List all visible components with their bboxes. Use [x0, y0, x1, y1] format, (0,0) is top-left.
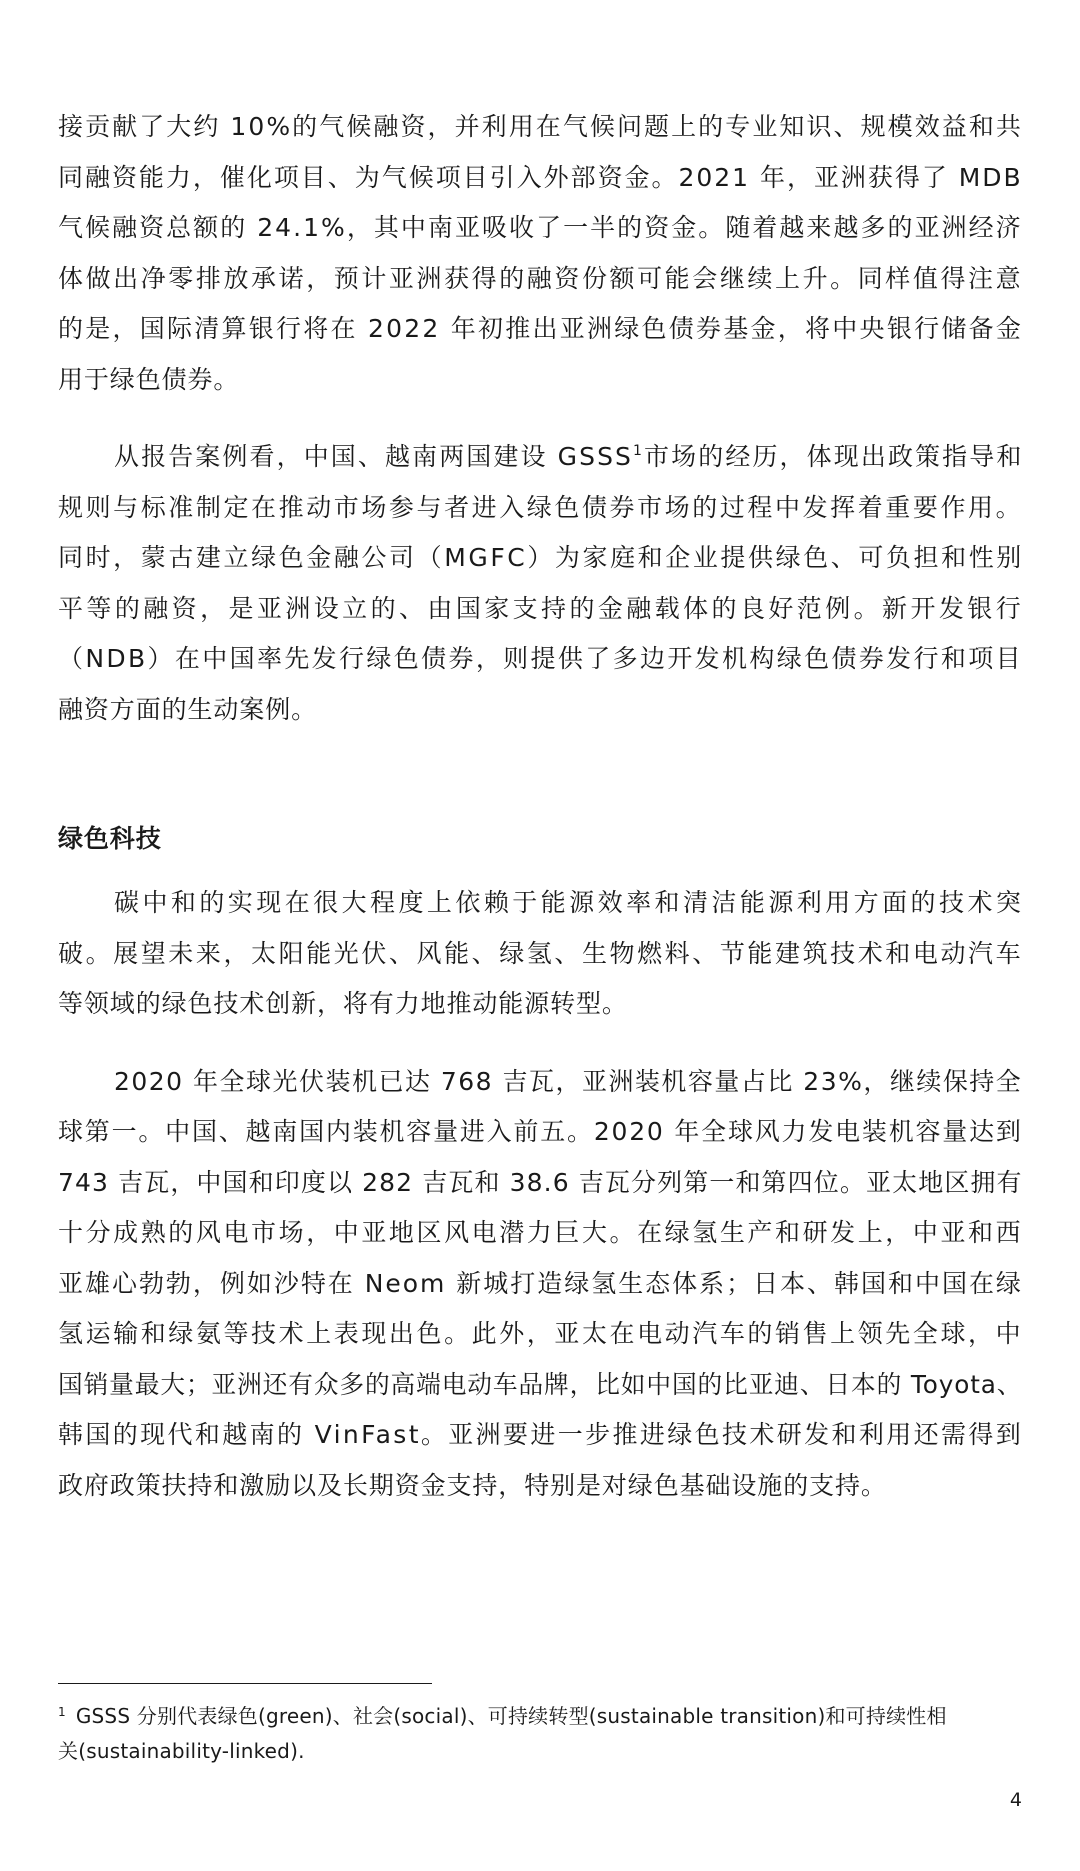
text-segment: 市场的经历，体现出政策指导和 [644, 442, 1024, 471]
footnote-divider [58, 1683, 432, 1684]
text-line: 同融资能力，催化项目、为气候项目引入外部资金。2021 年，亚洲获得了 MDB [58, 162, 1023, 192]
text-line: 用于绿色债券。 [58, 364, 240, 394]
paragraph-mdb-climate-finance [58, 102, 1022, 405]
footnote-text: GSSS 分别代表绿色(green)、社会(social)、可持续转型(sustainable transition)和可持续性相 [75, 1704, 947, 1728]
text-line: 国销量最大；亚洲还有众多的高端电动车品牌，比如中国的比亚迪、日本的 Toyota、 [58, 1369, 1023, 1399]
section-heading-green-tech: 绿色科技 [58, 824, 162, 853]
text-line: 氢运输和绿氨等技术上表现出色。此外，亚太在电动汽车的销售上领先全球，中 [58, 1319, 1024, 1348]
paragraph-carbon-neutrality [58, 878, 1025, 1030]
text-line: 的是，国际清算银行将在 2022 年初推出亚洲绿色债券基金，将中央银行储备金 [58, 314, 1024, 343]
text-line: 体做出净零排放承诺，预计亚洲获得的融资份额可能会继续上升。同样值得注意 [58, 263, 1024, 293]
text-line: （NDB）在中国率先发行绿色债券，则提供了多边开发机构绿色债券发行和项目 [58, 644, 1023, 673]
text-line: 政府政策扶持和激励以及长期资金支持，特别是对绿色基础设施的支持。 [58, 1470, 887, 1500]
paragraph-solar-wind-ev [58, 1057, 1022, 1512]
text-line: 规则与标准制定在推动市场参与者进入绿色债券市场的过程中发挥着重要作用。 [58, 492, 1024, 522]
footnote-marker: 1 [58, 1705, 66, 1719]
footnote-line [58, 1699, 1022, 1734]
text-line: 十分成熟的风电市场，中亚地区风电潜力巨大。在绿氢生产和研发上，中亚和西 [58, 1218, 1024, 1247]
text-line: 球第一。中国、越南国内装机容量进入前五。2020 年全球风力发电装机容量达到 [58, 1117, 1023, 1146]
footnote [58, 1699, 1022, 1769]
text-line: 同时，蒙古建立绿色金融公司（MGFC）为家庭和企业提供绿色、可负担和性别 [58, 543, 1024, 572]
footnote-reference[interactable]: 1 [633, 443, 645, 459]
text-line: 接贡献了大约 10%的气候融资，并利用在气候问题上的专业知识、规模效益和共 [58, 112, 1023, 141]
text-line: 韩国的现代和越南的 VinFast。亚洲要进一步推进绿色技术研发和利用还需得到 [58, 1420, 1024, 1449]
text-line: 融资方面的生动案例。 [58, 694, 318, 724]
page-number: 4 [1009, 1789, 1022, 1811]
paragraph-report-cases [58, 432, 1025, 735]
text-line: 亚雄心勃勃，例如沙特在 Neom 新城打造绿氢生态体系；日本、韩国和中国在绿 [58, 1268, 1023, 1298]
text-line: 等领域的绿色技术创新，将有力地推动能源转型。 [58, 989, 628, 1018]
text-line: 气候融资总额的 24.1%，其中南亚吸收了一半的资金。随着越来越多的亚洲经济 [58, 213, 1023, 242]
text-line: 碳中和的实现在很大程度上依赖于能源效率和清洁能源利用方面的技术突 [114, 888, 1025, 917]
text-line: 平等的融资，是亚洲设立的、由国家支持的金融载体的良好范例。新开发银行 [58, 593, 1025, 623]
footnote-line: 关(sustainability-linked). [58, 1739, 305, 1763]
text-segment: 从报告案例看，中国、越南两国建设 GSSS [114, 442, 634, 471]
page-body [58, 102, 1025, 1511]
text-line: 743 吉瓦，中国和印度以 282 吉瓦和 38.6 吉瓦分列第一和第四位。亚太地区拥有 [58, 1167, 1023, 1197]
text-line: 破。展望未来，太阳能光伏、风能、绿氢、生物燃料、节能建筑技术和电动汽车 [58, 938, 1024, 968]
text-line [58, 432, 1022, 483]
text-line: 2020 年全球光伏装机已达 768 吉瓦，亚洲装机容量占比 23%，继续保持全 [114, 1066, 1023, 1096]
